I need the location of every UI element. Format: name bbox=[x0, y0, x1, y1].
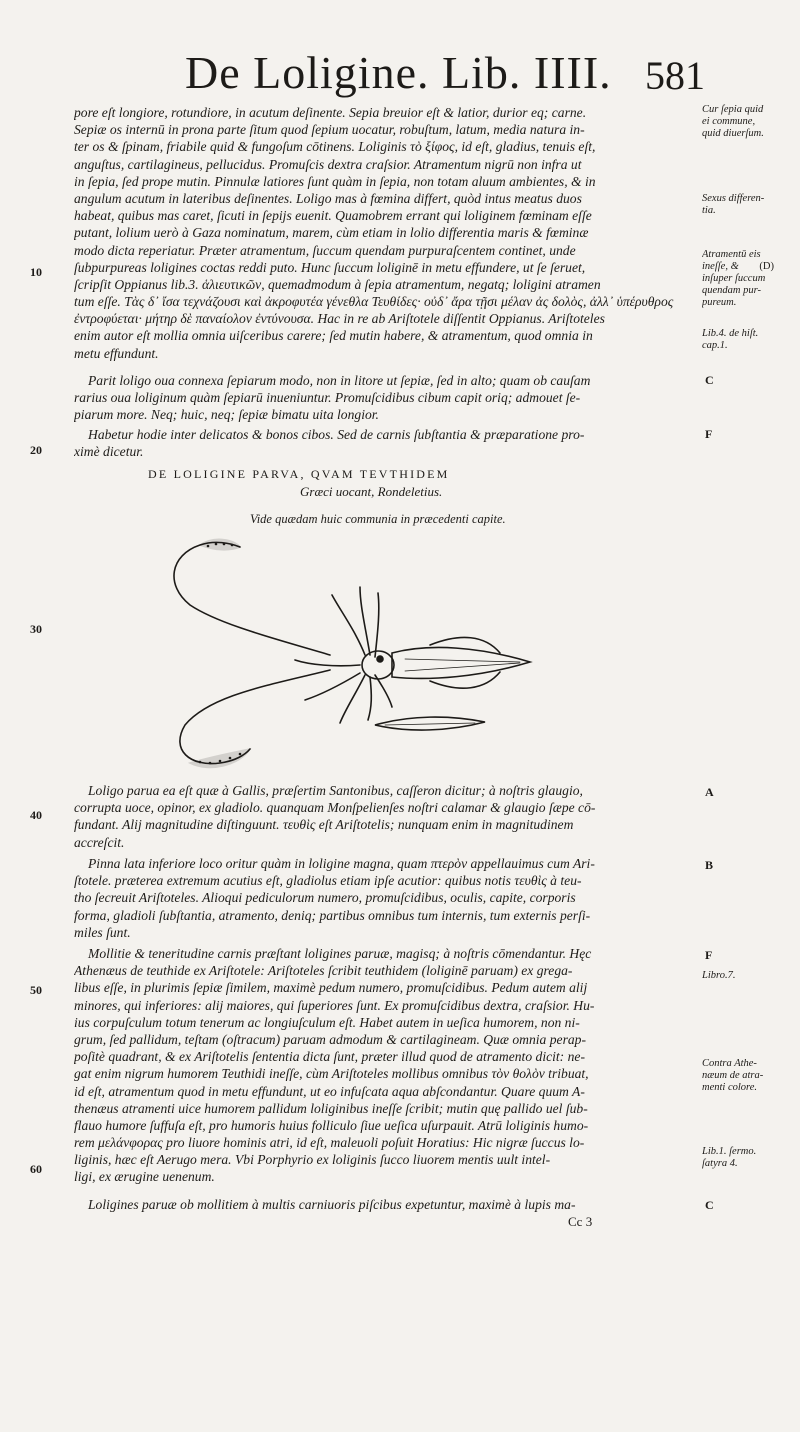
text-line: ligi, ex ærugine uenenum. bbox=[74, 1169, 215, 1185]
margin-note-line: tia. bbox=[702, 205, 716, 216]
margin-note-line: quendam pur- bbox=[702, 285, 761, 296]
text-line: fundant. Alij magnitudine diſtinguunt. τευθὶς eſt Ariſtotelis; nunquam enim in magnitudinem bbox=[74, 817, 574, 833]
margin-note-line: inſuper ſuccum bbox=[702, 273, 766, 284]
text-line: Mollitie & teneritudine carnis præſtant loligines paruæ, magisq; à noſtris cōmendantur. Hęc bbox=[88, 946, 592, 961]
text-line: rarius oua loliginum quàm ſepiarū inueniuntur. Promuſcidibus cibum capit oriq; admouet ſe- bbox=[74, 390, 581, 406]
text-line: ſubpurpureas loligines coctas reddi puto. Hunc ſuccum loliginē in metu effundere, ut ſe ſeruet, bbox=[74, 259, 586, 275]
running-header bbox=[185, 46, 745, 106]
margin-note-line: Lib.4. de hiſt. bbox=[702, 328, 759, 339]
margin-note bbox=[702, 104, 798, 140]
margin-note-line: Contra Athe- bbox=[702, 1058, 757, 1069]
margin-note bbox=[702, 328, 798, 352]
margin-note-line: Cur ſepia quid bbox=[702, 104, 764, 115]
margin-note-line: pureum. bbox=[702, 297, 737, 308]
text-line: Sepiæ os internū in prona parte ſitum quod ſepium uocatur, robuſtum, latum, media natura in- bbox=[74, 122, 585, 138]
margin-note-line: ſatyra 4. bbox=[702, 1158, 738, 1169]
text-line: grum, ſed pallidum, teſtam (oſtracum) paruam admodum & cartilagineam. Quæ omnia perap- bbox=[74, 1031, 586, 1047]
margin-letter: C bbox=[705, 1198, 714, 1212]
margin-note-line: menti colore. bbox=[702, 1082, 758, 1093]
text-line: tho ſecreuit Ariſtoteles. Alioqui pediculorum numero, promuſcidibus, oculis, capite, corporis bbox=[74, 890, 576, 906]
margin-letter: A bbox=[705, 785, 714, 799]
text-line: Habetur hodie inter delicatos & bonos cibos. Sed de carnis ſubſtantia & præparatione pro- bbox=[88, 427, 585, 442]
paragraph-block-3 bbox=[74, 426, 699, 460]
text-line: forma, gladioli ſubſtantia, atramento, deniq; partibus omnibus tum internis, tum externis perſi- bbox=[74, 907, 591, 923]
paragraph-block-4 bbox=[74, 782, 699, 851]
text-line: Loligines paruæ ob mollitiem à multis carniuoris piſcibus expetuntur, maximè à lupis ma- bbox=[88, 1197, 576, 1212]
text-line: modo dicta reperiatur. Præter atramentum, ſuccum quendam purpuraſcentem continet, unde bbox=[74, 242, 576, 258]
text-line: Loligo parua ea eſt quæ à Gallis, præſertim Santonibus, caſſeron dicitur; à noſtris glaugio, bbox=[88, 783, 583, 798]
text-line: pore eſt longiore, rotundiore, in acutum deſinente. Sepia breuior eſt & latior, durior eq; carne. bbox=[74, 105, 587, 120]
margin-note-line: Libro.7. bbox=[702, 970, 736, 981]
margin-note-line: Atramentū eis bbox=[702, 249, 761, 260]
text-line: Parit loligo oua connexa ſepiarum modo, non in litore ut ſepiæ, ſed in alto; quam ob cauſam bbox=[88, 373, 591, 388]
margin-note-line: Lib.1. ſermo. bbox=[702, 1146, 757, 1157]
text-line: accreſcit. bbox=[74, 834, 125, 850]
margin-note bbox=[702, 970, 798, 982]
margin-letter-d: (D) bbox=[759, 261, 774, 272]
margin-note bbox=[702, 193, 798, 217]
margin-note-line: Sexus differen- bbox=[702, 193, 765, 204]
running-title: De Loligine. Lib. IIII. bbox=[185, 47, 612, 98]
text-line: tum eſſe. Τὰς δ᾽ ἴσα τεχνάζουσι καὶ ἀκροφυτέα γένεθλα Τευθίδες· οὐδ᾽ ἄρα τῇσι μέλαν ἀς δολὸς, ἀλλ᾽ ὑπέρυθρος bbox=[74, 294, 674, 310]
text-line: enim autor eſt mollia omnia uiſceribus carere; ſed mutin habere, & atramentum, quod omnia in bbox=[74, 328, 593, 344]
section-heading: DE LOLIGINE PARVA, QVAM TEVTHIDEM bbox=[148, 467, 450, 481]
margin-letter: C bbox=[705, 373, 714, 387]
margin-note-line: ei commune, bbox=[702, 116, 756, 127]
margin-letter: F bbox=[705, 427, 713, 441]
text-line: ximè dicetur. bbox=[74, 444, 144, 460]
line-number: 10 bbox=[30, 265, 42, 279]
text-line: metu effundunt. bbox=[74, 345, 159, 361]
text-line: anguſtus, cartilagineus, pellucidus. Promuſcis dextra craſsior. Atramentum nigrū non infra ut bbox=[74, 156, 582, 172]
text-line: rem μελάνφορας pro liuore hominis atri, id eſt, maleuoli poſuit Horatius: Hic nigræ ſuccus lo- bbox=[74, 1135, 585, 1151]
text-line: piarum more. Neq; huic, neq; ſepiæ bimatu uita longior. bbox=[74, 407, 379, 423]
paragraph-block-5 bbox=[74, 855, 699, 941]
text-line: minores, qui inferiores: alij maiores, qui ſuperiores ſunt. Ex promuſcidibus dextra, craſsior. Hu- bbox=[74, 997, 595, 1013]
paragraph-block-7 bbox=[74, 1196, 699, 1213]
text-line: libus eſſe, in plurimis ſepiæ ſimilem, maximè pedum numero, promuſcidibus. Pedum autem alij bbox=[74, 980, 588, 996]
line-number: 60 bbox=[30, 1162, 42, 1176]
text-line: ſcripſit Oppianus lib.3. ἁλιευτικῶν, quemadmodum à ſepia atramentum, negatq; loligini atramen bbox=[74, 276, 601, 292]
text-line: miles ſunt. bbox=[74, 924, 131, 940]
text-line: ἐντροφύεται· μήτηρ δὲ παναίολον ἐντύνουσα. Hac in re ab Ariſtotele diſſentit Oppianus. Ariſtoteles bbox=[74, 311, 605, 327]
text-line: Pinna lata inferiore loco oritur quàm in loligine magna, quam πτερὸν appellauimus cum Ari- bbox=[88, 856, 595, 871]
paragraph-block-1 bbox=[74, 104, 699, 362]
text-line: liginis, hæc eſt Aerugo mera. Vbi Porphyrio ex loliginis ſucco liuorem mentis uult intel- bbox=[74, 1152, 551, 1168]
line-number: 20 bbox=[30, 443, 42, 457]
text-line: ſtotele. præterea extremum acutius eſt, gladiolus etiam ipſe acutior: quibus notis τευθὶς à teu- bbox=[74, 873, 582, 889]
paragraph-block-2 bbox=[74, 372, 699, 424]
paragraph-block-6 bbox=[74, 945, 699, 1186]
text-line: in ſepia, ſed prope mutin. Pinnulæ latiores ſunt quàm in ſepia, non totam aluum ambientes, & in bbox=[74, 173, 596, 189]
text-line: ter os & ſpinam, friabile quid & fungoſum cōtinens. Loliginis τὸ ξίφος, id eſt, gladius, tenuis eſt, bbox=[74, 139, 596, 155]
text-line: Athenæus de teuthide ex Ariſtotele: Ariſtoteles ſcribit teuthidem (loliginē paruam) ex grega- bbox=[74, 963, 573, 979]
squid-woodcut-illustration bbox=[160, 535, 540, 780]
margin-note-line: quid diuerſum. bbox=[702, 128, 764, 139]
margin-note bbox=[702, 1058, 798, 1094]
text-line: angulum acutum in lateribus deſinentes. Loligo mas à fœmina differt, quòd intus meatus duos bbox=[74, 190, 582, 206]
signature-mark: Cc 3 bbox=[568, 1214, 593, 1229]
margin-letter: F bbox=[705, 948, 713, 962]
text-line: poſitè quadrant, & ex Ariſtotelis ſententia dicta ſunt, præter illud quod de atramento dicit: ne- bbox=[74, 1049, 585, 1065]
text-line: habeat, quibus mas caret, ſicuti in ſepijs euenit. Quamobrem errant qui loliginem fœminam eſſe bbox=[74, 208, 592, 224]
margin-note-line: cap.1. bbox=[702, 340, 728, 351]
text-line: ius corpuſculum totum tenerum ac longiuſculum eſt. Habet autem in ueſica humorem, non ni- bbox=[74, 1014, 580, 1030]
text-line: corrupta uoce, opinor, ex gladiolo. quanquam Monſpelienſes noſtri calamar & glaugio ſæpe cō- bbox=[74, 800, 596, 816]
text-line: putant, lolium uerò à Gaza nominatum, marem, cùm etiam in lolio differentia maris & fœminæ bbox=[74, 225, 589, 241]
line-number: 50 bbox=[30, 983, 42, 997]
page-number: 581 bbox=[645, 53, 705, 98]
margin-letter: B bbox=[705, 858, 714, 872]
section-subheading: Græci uocant, Rondeletius. bbox=[300, 484, 443, 499]
margin-note-line bbox=[702, 261, 798, 273]
line-number: 30 bbox=[30, 622, 42, 636]
text-line: gat enim nigrum humorem Teuthidi ineſſe, cùm Ariſtoteles mollibus omnibus τὸν θολὸν tribuat, bbox=[74, 1066, 589, 1082]
text-line: thenæus atramenti uice humorem pallidum loliginibus ineſſe ſcribit; mutin quę pallido uel ſub- bbox=[74, 1100, 588, 1116]
line-number: 40 bbox=[30, 808, 42, 822]
margin-note-text: ineſſe, & bbox=[702, 261, 739, 272]
margin-note bbox=[702, 1146, 798, 1170]
margin-note-line: næum de atra- bbox=[702, 1070, 764, 1081]
text-line: flauo humore ſuffuſa eſt, pro humoris huius folliculo ſiue ueſica uſurpauit. Atrū loliginis humo- bbox=[74, 1117, 589, 1133]
illustration-caption: Vide quædam huic communia in præcedenti capite. bbox=[250, 512, 506, 526]
text-line: id eſt, atramentum quod in metu effundunt, ut eo infuſcata aqua abſcondantur. Quare quum A- bbox=[74, 1083, 585, 1099]
margin-note bbox=[702, 249, 798, 309]
